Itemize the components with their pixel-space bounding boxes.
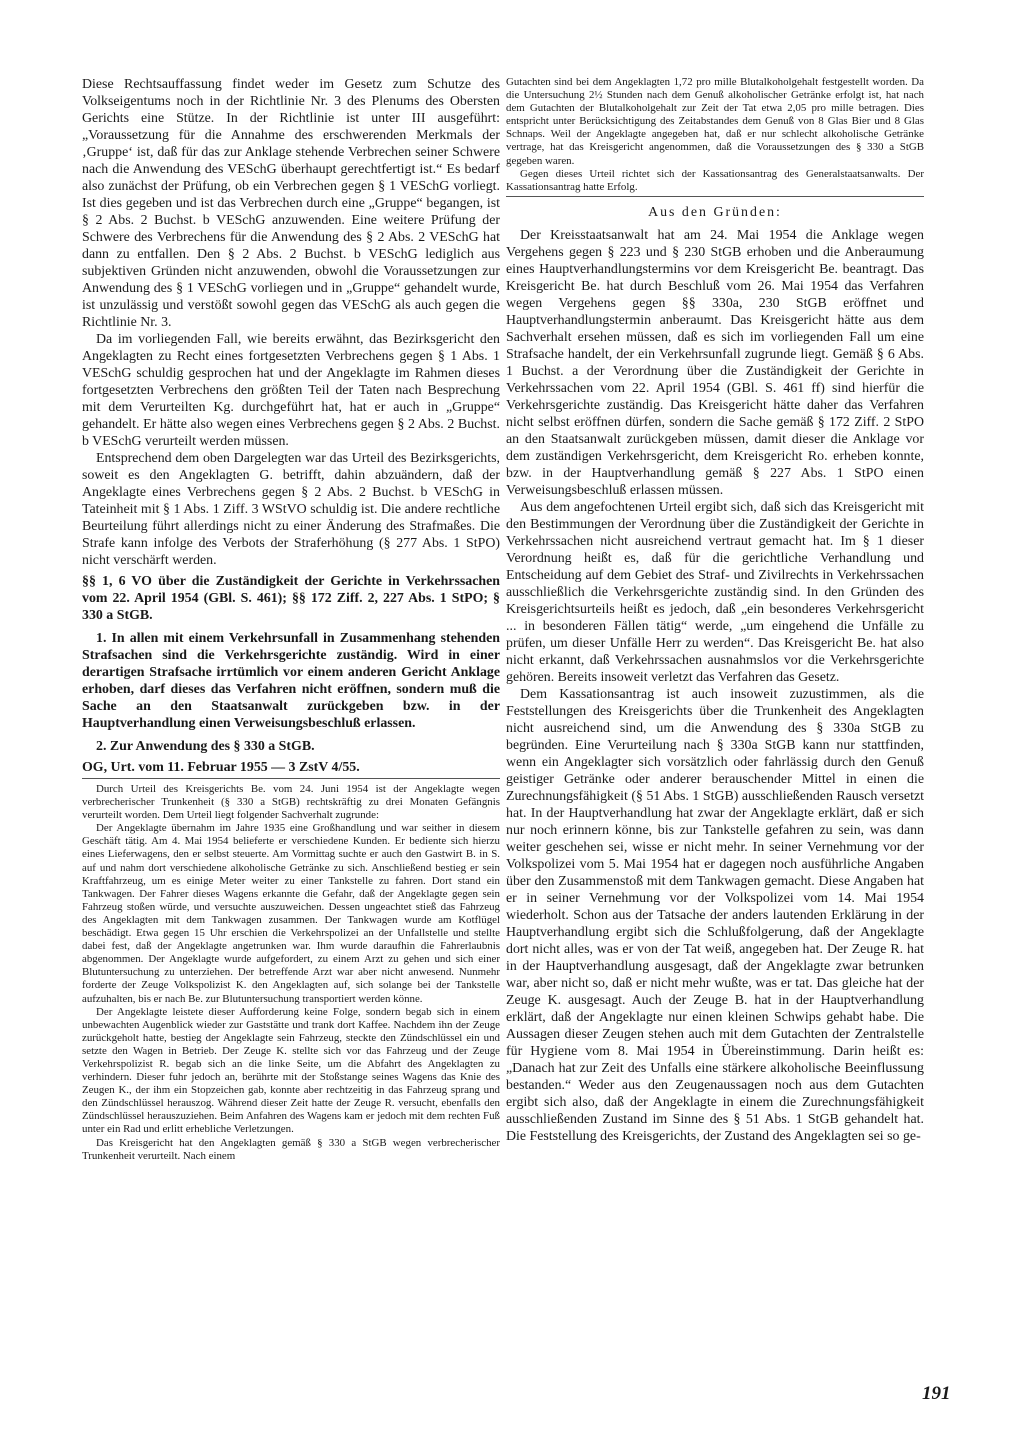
cassation-note: Gegen dieses Urteil richtet sich der Kassationsantrag des Generalstaatsanwalts. Der Kassationsantrag hatte Erfolg. bbox=[506, 167, 924, 193]
headnote-2: 2. Zur Anwendung des § 330 a StGB. bbox=[96, 739, 315, 754]
facts-paragraph-3: Der Angeklagte leistete dieser Aufforderung keine Folge, sondern begab sich in einem unbewachten Augenblick wieder zur Gaststätte und trank dort Kaffee. Nachdem ihn der Zeuge zurückgeholt hatte, bestieg der Angeklagte sein Fahrzeug, steckte den Zündschlüssel ein und setzte den Wagen in Betrieb. Der Zeuge K. stellte sich vor das Fahrzeug und der Zeuge Verkehrspolizist R. begab sich an die linke Seite, um die Abfahrt des Angeklagten zu verhindern. Dieser fuhr jedoch an, berührte mit der Stoßstange seines Wagens das Knie des Zeugen K., der ihm ein Stopzeichen gab, konnte aber rechtzeitig in das Fahrzeug sprang und den Zündschlüssel herauszog. Während dieser Zeit hatte der Zeuge R. versucht, ebenfalls den Zündschlüssel herauszuziehen. Beim Anfahren des Wagens kam er jedoch mit dem rechten Fuß unter ein Rad und erlitt erhebliche Verletzungen. bbox=[82, 1005, 500, 1136]
right-paragraph-2: Aus dem angefochtenen Urteil ergibt sich, daß sich das Kreisgericht mit den Bestimmungen der Verordnung über die Zuständigkeit der Gerichte in Verkehrssachen nicht ausreichend vertraut gemacht hat. Im § 1 dieser Verordnung heißt es, daß für die gerichtliche Verhandlung und Entscheidung auf dem Gebiet des Straf- und Zivilrechts in Verkehrssachen ausschließlich die Verkehrsgerichte zuständig sind. In den Gründen des Kreisgerichtsurteils heißt es jedoch, daß „ein besonderes Verkehrsgericht ... in besonderen Fällen tätig“ werde, „um eingehend die Unfälle zu prüfen, um dieser Unfälle Herr zu werden“. Das Kreisgericht Be. hat also nicht erkannt, daß Verkehrssachen ausnahmslos vor die Verkehrsgerichte gehören. Bereits insoweit verletzt das Verfahren das Gesetz. bbox=[506, 499, 924, 685]
facts-paragraph-2: Der Angeklagte übernahm im Jahre 1935 eine Großhandlung und war seither in diesem Geschäft tätig. Am 4. Mai 1954 belieferte er verschiedene Kunden. Er bediente sich hierzu eines Lieferwagens, den er selbst steuerte. Am Vormittag suchte er auch den Gastwirt B. in S. auf und nahm dort verschiedene alkoholische Getränke zu sich. Anschließend bestieg er sein Kraftfahrzeug, um es einige Meter weiter zu einer Tankstelle zu fahren. Dort stand ein Tankwagen. Der Fahrer dieses Wagens erkannte die Gefahr, daß der Angeklagte gegen sein Fahrzeug stoßen würde, und versuchte auszuweichen. Dessen ungeachtet stieß das Fahrzeug des Angeklagten mit dem Tankwagen zusammen. Der Tankwagen wurde am Kotflügel beschädigt. Etwa gegen 15 Uhr erschien die Verkehrspolizei an der Unfallstelle und stellte dabei fest, daß der Angeklagte angetrunken war. Ihm wurde daraufhin die Fahrerlaubnis abgenommen. Der Angeklagte wurde aufgefordert, zu einem Arzt zu gehen und sich einer Blutuntersuchung zu unterziehen. Der betreffende Arzt war aber nicht anwesend. Nunmehr forderte der Zeuge Volkspolizist K. den Angeklagten auf, sich solange bei der Tankstelle aufzuhalten, bis er nach Be. zur Blutuntersuchung transportiert werden könne. bbox=[82, 822, 500, 1005]
facts-paragraph-1: Durch Urteil des Kreisgerichts Be. vom 24. Juni 1954 ist der Angeklagte wegen verbrecherischer Trunkenheit (§ 330 a StGB) rechtskräftig zu drei Monaten Gefängnis verurteilt worden. Dem Urteil liegt folgender Sachverhalt zugrunde: bbox=[82, 783, 500, 822]
left-column bbox=[82, 76, 500, 1163]
facts-continuation: Gutachten sind bei dem Angeklagten 1,72 pro mille Blutalkoholgehalt festgestellt worden. Da die Untersuchung 2½ Stunden nach dem Genuß alkoholischer Getränke erfolgt ist, hat nach dem Gutachten der Blutalkoholgehalt zur Zeit der Tat etwa 2,05 pro mille betragen. Dies entspricht unter Berücksichtigung des Zeitabstandes dem Genuß von 8 Glas Bier und 8 Glas Schnaps. Weil der Angeklagte angegeben hat, daß er nur schlecht alkoholische Getränke vertrage, hat das Kreisgericht angenommen, daß die Voraussetzungen des § 330 a StGB gegeben waren. bbox=[506, 76, 924, 167]
page-number: 191 bbox=[922, 1383, 951, 1404]
left-paragraph-1: Diese Rechtsauffassung findet weder im Gesetz zum Schutze des Volkseigentums noch in der Richtlinie Nr. 3 des Plenums des Obersten Gerichts eine Stütze. In der Richtlinie ist unter III ausgeführt: „Voraussetzung für die Annahme des erschwerenden Merkmals der ‚Gruppe‘ ist, daß für das zur Anklage stehende Verbrechen seiner Schwere nach die Anwendung des VESchG überhaupt gerechtfertigt ist.“ Es bedarf also zunächst der Prüfung, ob ein Verbrechen gegen § 1 VESchG vorliegt. Ist dies gegeben und ist das Verbrechen durch eine „Gruppe“ begangen, ist § 2 Abs. 2 Buchst. b VESchG anzuwenden. Eine weitere Prüfung der Schwere des Verbrechens für die Anwendung des § 2 Abs. 2 VESchG hat dann zu entfallen. Den § 2 Abs. 2 Buchst. b VESchG lediglich aus subjektiven Gründen nicht anzuwenden, obwohl die Voraussetzungen zur Anwendung des § 1 VESchG vorliegen und in „Gruppe“ gehandelt wurde, ist unzulässig und verstößt sowohl gegen das VESchG als auch gegen die Richtlinie Nr. 3. bbox=[82, 77, 500, 330]
statute-heading: §§ 1, 6 VO über die Zuständigkeit der Gerichte in Verkehrssachen vom 22. April 1954 (GBl. S. 461); §§ 172 Ziff. 2, 227 Abs. 1 StPO; § 330 a StGB. bbox=[82, 574, 500, 623]
case-citation: OG, Urt. vom 11. Februar 1955 — 3 ZstV 4/55. bbox=[82, 760, 360, 775]
right-paragraph-3: Dem Kassationsantrag ist auch insoweit zuzustimmen, als die Feststellungen des Kreisgerichts über die Trunkenheit des Angeklagten nicht ausreichend sind, um die Anwendung des § 330a StGB zu begründen. Eine Verurteilung nach § 330a StGB kann nur stattfinden, wenn ein Angeklagter sich vorsätzlich oder fahrlässig durch den Genuß geistiger Getränke oder anderer berauschender Mittel in einen die Zurechnungsfähigkeit (§ 51 Abs. 1 StGB) ausschließenden Rausch versetzt hat. In der Hauptverhandlung hat zwar der Angeklagte erklärt, daß er sich nur noch erinnern könne, bis zur Tankstelle gefahren zu sein, was dann weiter geschehen sei, wisse er nicht mehr. In seiner Vernehmung vor der Volkspolizei vom 5. Mai 1954 hat er dagegen noch ausführliche Angaben über den Zusammenstoß mit dem Tankwagen gemacht. Diese Angaben hat er in seiner Vernehmung vor der Volkspolizei vom 14. Mai 1954 wiederholt. Schon aus der Tatsache der anders lautenden Erklärung in der Hauptverhandlung ergibt sich die Schlußfolgerung, daß der Angeklagte dort nicht alles, was er von der Tat weiß, angegeben hat. Der Zeuge R. hat in der Hauptverhandlung ausgesagt, daß der Angeklagte zwar betrunken war, aber nicht so, daß er nicht mehr wußte, was er tat. Das gleiche hat der Zeuge K. ausgesagt. Auch der Zeuge B. hat in der Hauptverhandlung erklärt, daß der Angeklagte nur einen kleinen Schwips gehabt habe. Die Aussagen dieser Zeugen stehen auch mit dem Gutachten der Zentralstelle für Hygiene vom 8. Mai 1954 in Übereinstimmung. Darin heißt es: „Danach hat zur Zeit des Unfalls eine stärkere alkoholische Beeinflussung bestanden.“ Weder aus den Zeugenaussagen noch aus dem Gutachten ergibt sich also, daß der Angeklagte in einem die Zurechnungsfähigkeit ausschließenden Zustand im Sinne des § 51 Abs. 1 StGB gehandelt hat. Die Feststellung des Kreisgerichts, der Zustand des Angeklagten sei so ge- bbox=[506, 686, 924, 1144]
right-paragraph-1: Der Kreisstaatsanwalt hat am 24. Mai 1954 die Anklage wegen Vergehens gegen § 223 und § 230 StGB erhoben und die Anberaumung eines Hauptverhandlungstermins vor dem Kreisgericht Be. beantragt. Das Kreisgericht Be. hat durch Beschluß vom 26. Mai 1954 das Verfahren wegen Vergehens gegen §§ 330a, 230 StGB eröffnet und Hauptverhandlungstermin anberaumt. Das Kreisgericht hätte aus dem Sachverhalt ersehen müssen, daß es sich im vorliegenden Fall um eine Strafsache handelt, der ein Verkehrsunfall zugrunde liegt. Gemäß § 6 Abs. 1 Buchst. a der Verordnung über die Zuständigkeit der Gerichte in Verkehrssachen vom 22. April 1954 (GBl. S. 461 ff) sind hierfür die Verkehrsgerichte zuständig. Das Kreisgericht hätte daher das Verfahren nicht selbst eröffnen dürfen, sondern die Sache gemäß § 172 Ziff. 2 StPO an den Staatsanwalt zurückgeben müssen, damit dieser die Anklage vor dem zuständigen Verkehrsgericht, dem Kreisgericht Ro. erheben konnte, bzw. in der Hauptverhandlung gemäß § 227 Abs. 1 StPO einen Verweisungsbeschluß erlassen müssen. bbox=[506, 227, 924, 498]
right-column bbox=[506, 76, 924, 1145]
left-paragraph-3: Entsprechend dem oben Dargelegten war das Urteil des Bezirksgerichts, soweit es den Angeklagten G. betrifft, dahin abzuändern, daß der Angeklagte eines Verbrechens gegen § 2 Abs. 2 Buchst. b VESchG in Tateinheit mit § 1 Abs. 1 Ziff. 3 WStVO schuldig ist. Die andere rechtliche Beurteilung führt allerdings nicht zu einer Änderung des Strafmaßes. Die Strafe kann infolge des Verbots der Straferhöhung (§ 277 Abs. 1 StPO) nicht verschärft werden. bbox=[82, 451, 500, 568]
section-heading: Aus den Gründen: bbox=[648, 204, 782, 220]
section-rule bbox=[506, 196, 924, 197]
left-paragraph-2: Da im vorliegenden Fall, wie bereits erwähnt, das Bezirksgericht den Angeklagten zu Recht eines fortgesetzten Verbrechens gegen § 1 Abs. 1 VESchG schuldig gesprochen hat und der Angeklagte im Rahmen dieses fortgesetzten Verbrechens den größten Teil der Taten nach Besprechung mit dem Verurteilten Kg. durchgeführt hat, hat er auch in „Gruppe“ gehandelt. Er hätte also wegen eines Verbrechens gegen § 2 Abs. 2 Buchst. b VESchG verurteilt werden müssen. bbox=[82, 332, 500, 449]
headnote-1: 1. In allen mit einem Verkehrsunfall in Zusammenhang stehenden Strafsachen sind die Verkehrsgerichte zuständig. Wird in einer derartigen Strafsache irrtümlich vor einem anderen Gericht Anklage erhoben, darf dieses das Verfahren nicht eröffnen, sondern muß die Sache an den Staatsanwalt zurückgeben bzw. in der Hauptverhandlung einen Verweisungsbeschluß erlassen. bbox=[82, 631, 500, 731]
citation-rule bbox=[82, 778, 500, 779]
facts-paragraph-4: Das Kreisgericht hat den Angeklagten gemäß § 330 a StGB wegen verbrecherischer Trunkenheit verurteilt. Nach einem bbox=[82, 1136, 500, 1162]
